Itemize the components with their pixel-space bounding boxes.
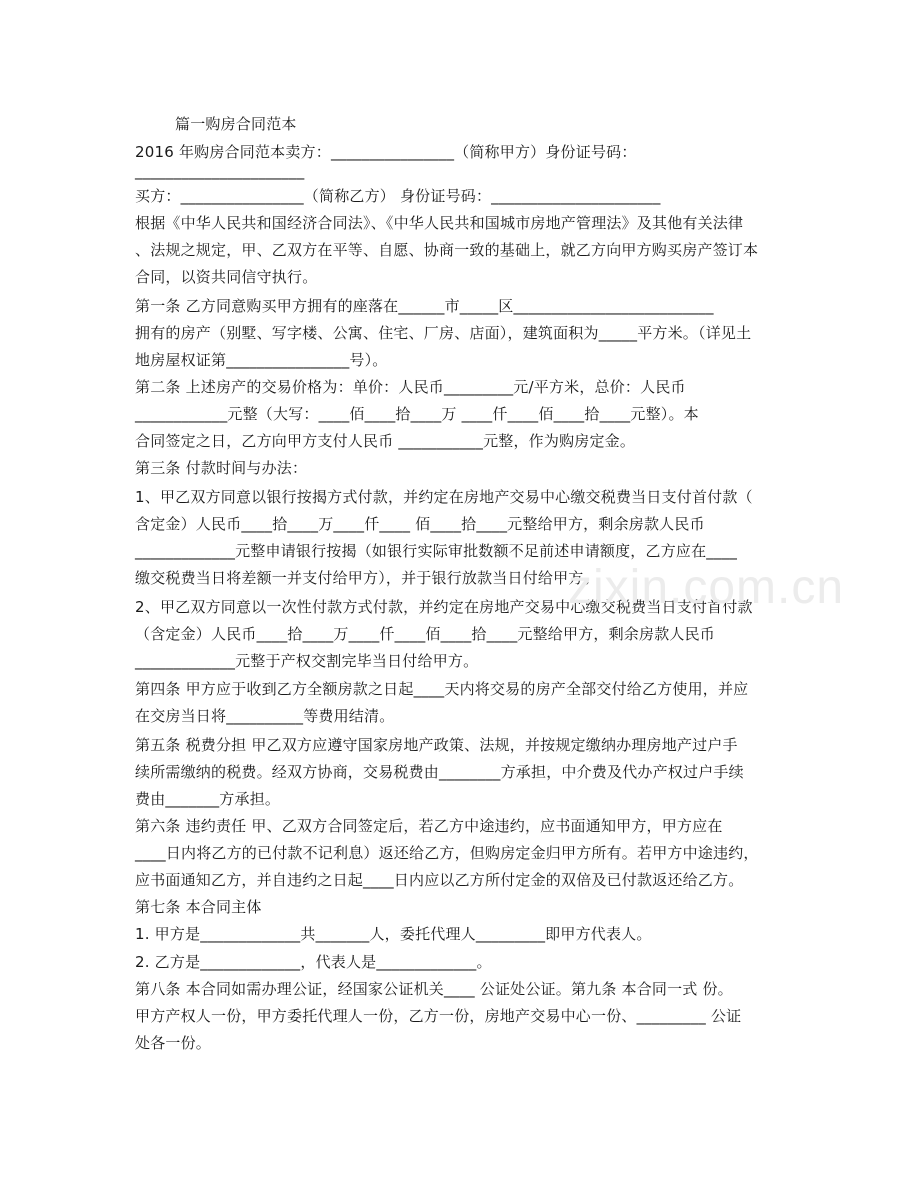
paragraph-line: 续所需缴纳的税费。经双方协商，交易税费由________方承担，中介费及代办产权过户手续 [135,763,744,781]
watermark: zixin.com.cn [568,561,845,614]
paragraph-line: ______________________ [135,162,305,180]
paragraph-line: 应书面通知乙方，并自违约之日起____日内应以乙方所付定金的双倍及已付款返还给乙方。 [135,871,744,889]
paragraph-line: 根据《中华人民共和国经济合同法》、《中华人民共和国城市房地产管理法》及其他有关法律 [135,214,744,232]
paragraph-line: 买方：________________（简称乙方） 身份证号码：______________________ [135,187,661,205]
paragraph-line: 合同签定之日，乙方向甲方支付人民币 ___________元整，作为购房定金。 [135,432,636,450]
paragraph-line: 拥有的房产（别墅、写字楼、公寓、住宅、厂房、店面），建筑面积为_____平方米。（详见土 [135,324,752,342]
paragraph-line: 在交房当日将__________等费用结清。 [135,707,395,725]
paragraph-line: 地房屋权证第________________号）。 [135,351,388,369]
paragraph-line: 含定金）人民币____拾____万____仟____ 佰____拾____元整给甲方，剩余房款人民币 [135,515,705,533]
paragraph-line: 、法规之规定，甲、乙双方在平等、自愿、协商一致的基础上，就乙方向甲方购买房产签订本 [135,241,759,259]
paragraph-line: 甲方产权人一份，甲方委托代理人一份，乙方一份，房地产交易中心一份、_________ 公证 [135,1007,742,1025]
paragraph-line: 处各一份。 [135,1034,212,1052]
paragraph-line: 合同，以资共同信守执行。 [135,268,318,286]
paragraph-line: 1、甲乙双方同意以银行按揭方式付款，并约定在房地产交易中心缴交税费当日支付首付款（ [135,488,753,506]
paragraph-line: 第四条 甲方应于收到乙方全额房款之日起____天内将交易的房产全部交付给乙方使用，并应 [135,680,749,698]
paragraph-line: _____________元整于产权交割完毕当日付给甲方。 [135,652,479,670]
paragraph-line: 第七条 本合同主体 [135,898,262,916]
paragraph-line: 第三条 付款时间与办法： [135,459,308,477]
paragraph-line: 第一条 乙方同意购买甲方拥有的座落在______市_____区__________________________ [135,297,714,315]
paragraph-line: 第五条 税费分担 甲乙双方应遵守国家房地产政策、法规，并按规定缴纳办理房地产过户手 [135,736,738,754]
paragraph-line: 第八条 本合同如需办理公证，经国家公证机关____ 公证处公证。第九条 本合同一式 份。 [135,980,733,998]
paragraph-line: ____________元整（大写：____佰____拾____万 ____仟____佰____拾____元整）。本 [135,405,699,423]
paragraph-line: _____________元整申请银行按揭（如银行实际审批数额不足前述申请额度，乙方应在____ [135,542,738,560]
paragraph-line: ____日内将乙方的已付款不记利息）返还给乙方，但购房定金归甲方所有。若甲方中途违约， [135,844,759,862]
paragraph-line: 费由_______方承担。 [135,790,281,808]
document-title: 篇一购房合同范本 [175,115,297,133]
paragraph-line: 第二条 上述房产的交易价格为：单价：人民币_________元/平方米，总价：人民币 [135,378,686,396]
paragraph-line: 2016 年购房合同范本卖方：________________（简称甲方）身份证号码： [135,143,637,161]
paragraph-line: 缴交税费当日将差额一并支付给甲方），并于银行放款当日付给甲方。 [135,569,599,587]
paragraph-line: （含定金）人民币____拾____万____仟____佰____拾____元整给甲方，剩余房款人民币 [135,625,716,643]
paragraph-line: 2. 乙方是_____________，代表人是_____________。 [135,953,492,971]
paragraph-line: 2、甲乙双方同意以一次性付款方式付款，并约定在房地产交易中心缴交税费当日支付首付款 [135,598,753,616]
paragraph-line: 1. 甲方是_____________共_______人，委托代理人_________即甲方代表人。 [135,925,652,943]
paragraph-line: 第六条 违约责任 甲、乙双方合同签定后，若乙方中途违约，应书面通知甲方，甲方应在 [135,817,723,835]
